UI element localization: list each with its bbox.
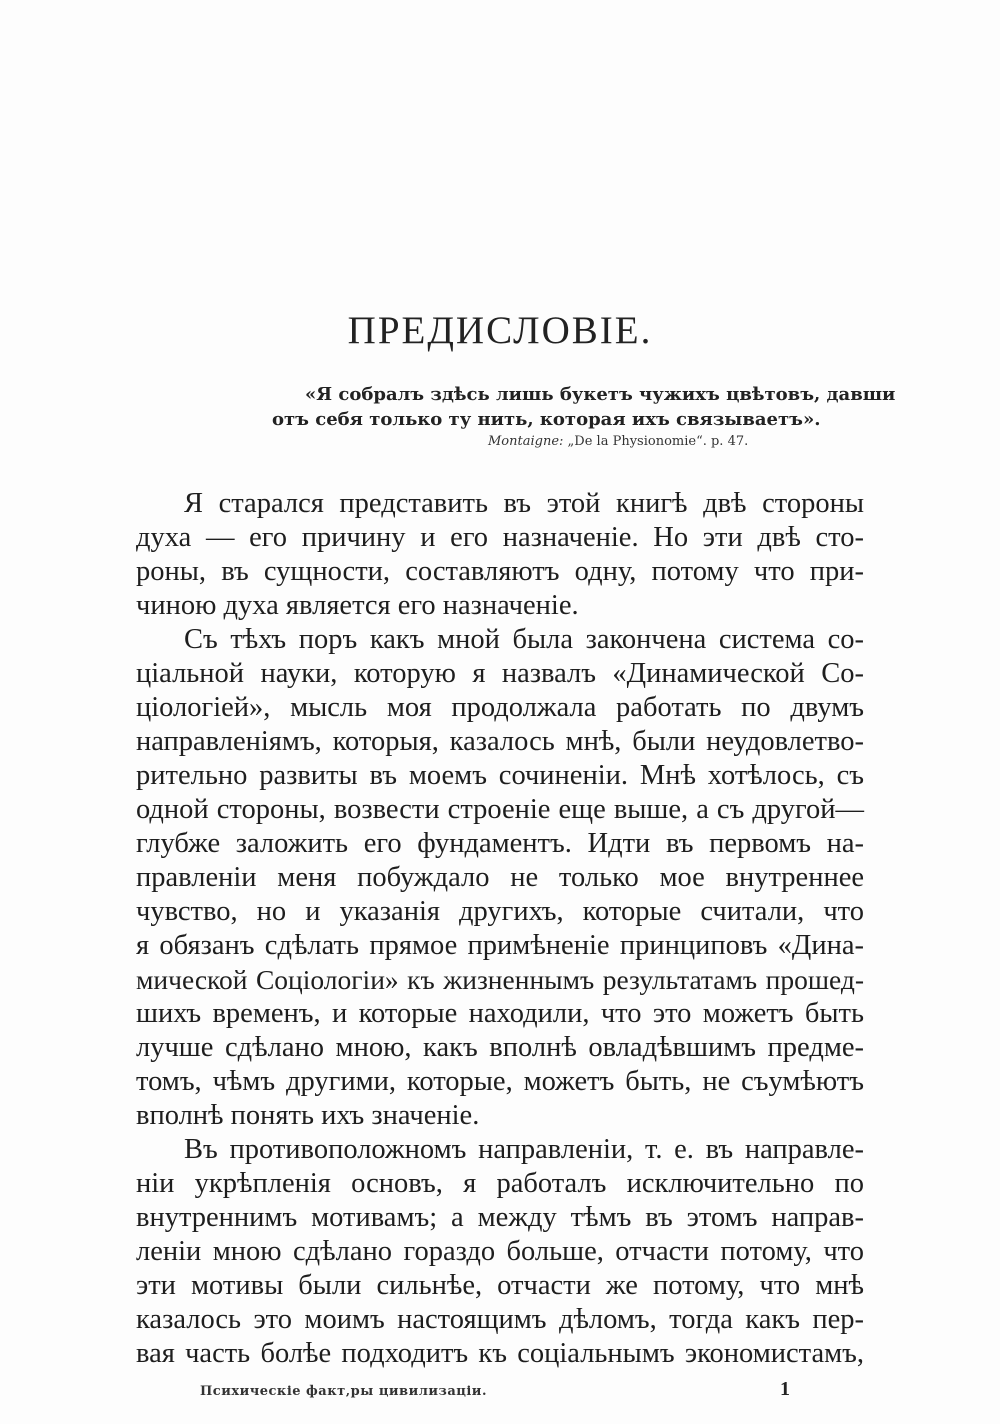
body-line: правленіи меня побуждало не только мое внутреннее [136, 862, 864, 893]
epigraph-source-author: Montaigne: [488, 434, 564, 449]
body-line: чувство, но и указанія другихъ, которые считали, что [136, 896, 864, 927]
footer-signature: Психическіе факт‚ры цивилизаціи. [200, 1384, 487, 1399]
body-line: лучше сдѣлано мною, какъ вполнѣ овладѣвшимъ предме- [136, 1032, 864, 1063]
epigraph-line-2: отъ себя только ту нить, которая ихъ связываетъ». [272, 409, 821, 430]
body-line: я обязанъ сдѣлать прямое примѣненіе принциповъ «Дина- [136, 930, 864, 961]
epigraph-line-1: «Я собралъ здѣсь лишь букетъ чужихъ цвѣтовъ, давши [305, 384, 896, 405]
body-line: одной стороны, возвести строеніе еще выше, а съ другой— [136, 794, 864, 825]
epigraph-source [488, 434, 748, 449]
body-line: ніи укрѣпленія основъ, я работалъ исключительно по [136, 1168, 864, 1199]
body-line: Я старался представить въ этой книгѣ двѣ стороны [184, 488, 864, 519]
body-line: шихъ временъ, и которые находили, что это можетъ быть [136, 998, 864, 1029]
body-line: томъ, чѣмъ другими, которые, можетъ быть, не съумѣютъ [136, 1066, 864, 1097]
epigraph-source-work: „De la Physionomie“. p. 47. [563, 434, 749, 449]
body-line: леніи мною сдѣлано гораздо больше, отчасти потому, что [136, 1236, 864, 1267]
body-line: вполнѣ понять ихъ значеніе. [136, 1100, 480, 1131]
body-line: рительно развиты въ моемъ сочиненіи. Мнѣ хотѣлось, съ [136, 760, 864, 791]
body-line: роны, въ сущности, составляютъ одну, потому что при- [136, 556, 864, 587]
body-line: эти мотивы были сильнѣе, отчасти же потому, что мнѣ [136, 1270, 864, 1301]
body-line: Съ тѣхъ поръ какъ мной была закончена система со- [184, 624, 864, 655]
page-title: ПРЕДИСЛОВІЕ. [347, 309, 653, 352]
body-line: ціологіей», мысль моя продолжала работать по двумъ [136, 692, 864, 723]
body-line: направленіямъ, которыя, казалось мнѣ, были неудовлетво- [136, 726, 864, 757]
page-number: 1 [780, 1378, 790, 1400]
body-line: Въ противоположномъ направленіи, т. е. въ направле- [184, 1134, 864, 1165]
body-line: ціальной науки, которую я назвалъ «Динамической Со- [136, 658, 864, 689]
body-line: чиною духа является его назначеніе. [136, 590, 579, 621]
body-line: казалось это моимъ настоящимъ дѣломъ, тогда какъ пер- [136, 1304, 864, 1335]
body-line: внутреннимъ мотивамъ; а между тѣмъ въ этомъ направ- [136, 1202, 864, 1233]
body-line: духа — его причину и его назначеніе. Но эти двѣ сто- [136, 522, 864, 553]
body-line: глубже заложить его фундаментъ. Идти въ первомъ на- [136, 828, 864, 859]
body-line: мической Соціологіи» къ жизненнымъ результатамъ прошед- [136, 964, 864, 995]
body-line: вая часть болѣе подходитъ къ соціальнымъ экономистамъ, [136, 1338, 864, 1369]
